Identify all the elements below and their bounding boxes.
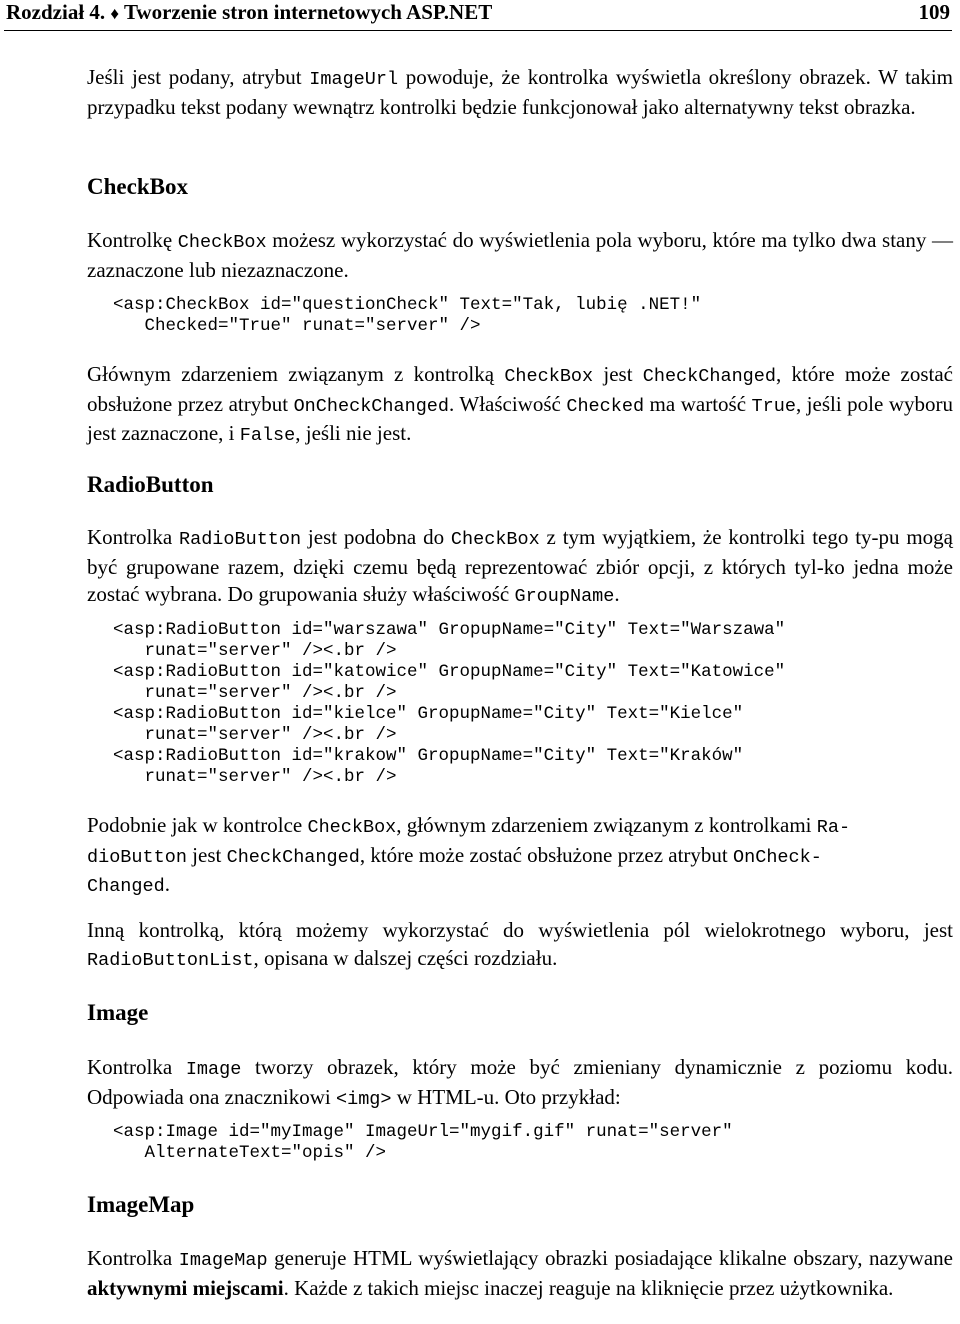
text-run: , jeśli nie jest. [295,421,412,445]
checkbox-paragraph-2 [87,361,953,450]
text-run: . [164,872,170,896]
code-run: CheckBox [177,232,267,253]
radiobutton-paragraph-3 [87,917,953,974]
code-run: Image [185,1059,242,1080]
text-run: powoduje, że kontrolka wyświetla określony obrazek. W takim przypadku tekst podany wewnątrz kontrolki będzie funkcjonował jako alternatywny tekst obrazka. [87,65,953,119]
page-header [4,0,952,31]
code-run: GroupName [514,586,615,607]
text-run: Podobnie jak w kontrolce [87,813,308,837]
code-run: Checked [566,395,645,417]
text-run: . [614,582,620,606]
checkbox-code-listing [113,295,701,337]
text-run: , które może zostać obsłużone przez atrybut [359,842,734,867]
text-run: . Właściwość [449,391,567,416]
text-run: , jeśli pole wyboru jest zaznaczone, i [87,391,953,445]
text-run: w HTML-u. Oto przykład: [391,1084,621,1109]
image-code-listing [113,1122,733,1164]
chapter-title: Tworzenie stron internetowych ASP.NET [123,0,493,24]
text-run: Jeśli jest podany, atrybut [87,65,310,89]
code-block: <asp:Image id="myImage" ImageUrl="mygif.gif" runat="server" AlternateText="opis" /> [113,1122,733,1163]
radiobutton-paragraph-2 [87,812,953,901]
code-run: Changed [87,876,165,897]
code-run: CheckBox [307,817,397,838]
imageurl-paragraph [87,64,953,121]
imagemap-paragraph-1 [87,1245,953,1302]
text-run: ma wartość [644,391,752,416]
text-run: z tym wyjątkiem, że kontrolki tego ty-pu mogą być grupowane razem, dzięki czemu będą reprezentować zbiór opcji, z których tyl-ko jedna może zostać wybrana. Do grupowania służy właściwość [87,525,954,606]
text-run: , głównym zdarzeniem związanym z kontrolkami [396,813,817,837]
text-run: Inną kontrolką, którą możemy wykorzystać do wyświetlenia pól wielokrotnego wyboru, jest [87,918,953,942]
text-run: jest [593,362,643,386]
code-run: False [239,425,296,446]
code-run: RadioButtonList [87,949,254,971]
checkbox-paragraph-1 [87,227,953,284]
code-run: CheckChanged [226,846,360,868]
text-run: . Każde z takich miejsc inaczej reaguje na kliknięcie przez użytkownika. [283,1275,894,1300]
text-run: tworzy obrazek, który może być zmieniany dynamicznie z poziomu kodu. Odpowiada ona znacznikowi [87,1055,953,1109]
text-run: , opisana w dalszej części rozdziału. [253,945,558,970]
heading-checkbox: CheckBox [87,174,188,199]
text-run: możesz wykorzystać do wyświetlenia pola wyboru, które ma tylko dwa stany — zaznaczone lub niezaznaczone. [87,228,953,282]
text-run: Kontrolka [87,1055,186,1079]
text-run: jest [186,842,227,867]
radiobutton-code-listing [113,620,785,788]
code-run: True [751,395,796,417]
code-run: OnCheckChanged [293,395,450,417]
diamond-icon: ♦ [110,4,120,23]
running-title [6,0,492,25]
heading-imagemap: ImageMap [87,1192,195,1217]
heading-radiobutton: RadioButton [87,472,214,497]
code-run: CheckBox [504,366,594,387]
section-heading-checkbox [87,174,953,200]
page-number: 109 [918,0,950,24]
image-paragraph-1 [87,1054,953,1113]
text-run: Kontrolka [87,525,179,549]
section-heading-radiobutton [87,472,953,498]
code-run: Ra- [816,817,851,838]
text-run: Kontrolkę [87,228,178,252]
code-run: dioButton [87,846,187,868]
code-run: <img> [336,1088,392,1110]
text-run: generuje HTML wyświetlający obrazki posiadające klikalne obszary, nazywane [267,1246,953,1270]
section-heading-image [87,1000,953,1026]
heading-image: Image [87,1000,149,1025]
code-block: <asp:RadioButton id="warszawa" GropupName="City" Text="Warszawa" runat="server" /><.br /> <asp:RadioButton id="katowice" GropupName="City" Text="Katowice" runat="server" /><.br /> <asp:RadioButton id="kielce" GropupName="City" Text="Kielce" runat="server" /><.br /> <asp:RadioButton id="krakow" GropupName="City" Text="Kraków" runat="server" /><.br /> [113,620,786,787]
chapter-label: Rozdział 4. [6,0,106,24]
radiobutton-paragraph-1 [87,524,953,611]
code-run: OnCheck- [733,846,822,868]
code-run: CheckBox [450,529,540,550]
code-run: RadioButton [178,529,302,550]
section-heading-imagemap [87,1192,953,1218]
text-run: , które może zostać obsłużone przez atrybut [87,362,953,416]
code-run: ImageMap [178,1250,268,1271]
text-run: Kontrolka [87,1246,179,1270]
text-run: Głównym zdarzeniem związanym z kontrolką [87,362,505,386]
text-run: jest podobna do [301,525,451,549]
code-run: CheckChanged [642,366,776,387]
code-run: ImageUrl [309,69,399,90]
bold-term: aktywnymi miejscami [87,1275,284,1300]
code-block: <asp:CheckBox id="questionCheck" Text="Tak, lubię .NET!" Checked="True" runat="server" /> [113,295,702,336]
